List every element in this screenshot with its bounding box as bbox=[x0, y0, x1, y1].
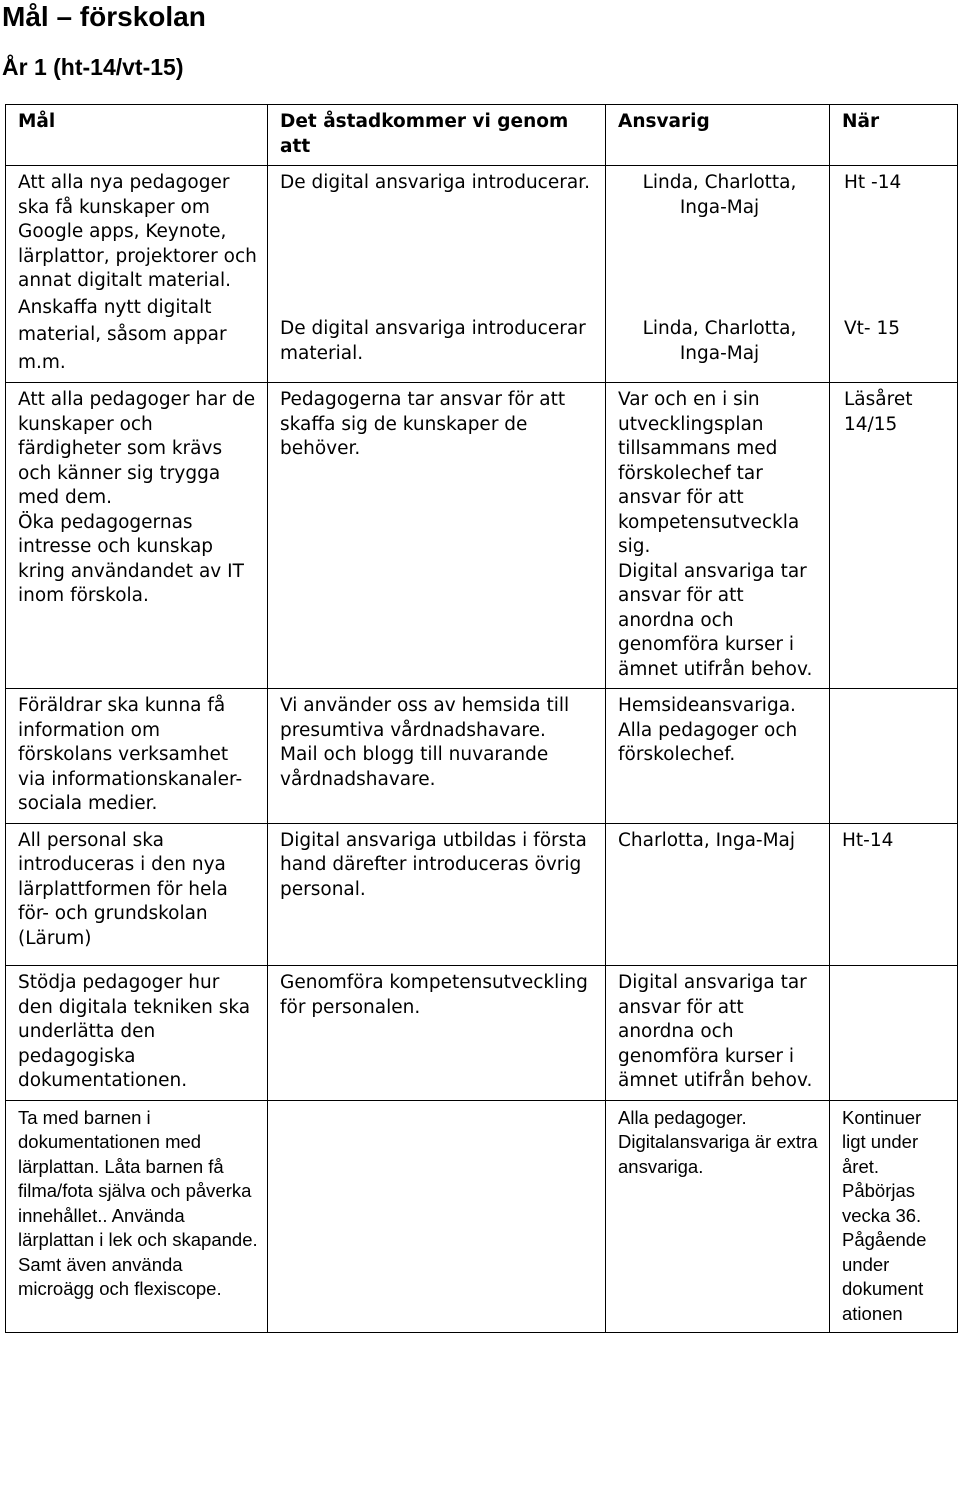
page-subtitle: År 1 (ht-14/vt-15) bbox=[2, 54, 184, 80]
table-row bbox=[6, 689, 958, 824]
responsible-text: Alla pedagoger. Digitalansvariga är extra ansvariga. bbox=[618, 1106, 818, 1177]
responsible-text: Var och en i sin utvecklingsplan tillsammans med förskolechef tar ansvar för att kompetensutveckla sig. bbox=[618, 389, 800, 557]
cell-goal bbox=[6, 689, 268, 824]
page-title: Mål – förskolan bbox=[2, 1, 206, 32]
cell-goal bbox=[6, 383, 268, 689]
cell-goal bbox=[6, 166, 268, 383]
responsible-text: Linda, Charlotta, Inga-Maj bbox=[642, 318, 797, 364]
goal-text: Anskaffa nytt digitalt material, såsom appar m.m. bbox=[18, 296, 227, 373]
cell-responsible bbox=[606, 823, 830, 966]
when-text: Ht -14 bbox=[844, 172, 902, 193]
responsible-text: Digital ansvariga tar ansvar för att anordna och genomföra kurser i ämnet utifrån behov. bbox=[618, 560, 813, 680]
responsible-text: Charlotta, Inga-Maj bbox=[618, 829, 796, 851]
cell-responsible bbox=[606, 689, 830, 824]
cell-when bbox=[830, 966, 958, 1101]
cell-when bbox=[830, 823, 958, 966]
table-row bbox=[6, 1100, 958, 1333]
cell-method bbox=[268, 966, 606, 1101]
method-text: Vi använder oss av hemsida till presumtiva vårdnadshavare. bbox=[280, 695, 570, 741]
header-goal: Mål bbox=[6, 105, 268, 166]
goal-text: Ta med barnen i dokumentationen med lärplattan. Låta barnen få filma/fota själva och påverka innehållet.. Använda lärplattan i lek och skapande. Samt även använda microägg och flexiscope. bbox=[18, 1106, 258, 1299]
goal-text: Stödja pedagoger hur den digitala tekniken ska underlätta den pedagogiska dokumentationen. bbox=[18, 972, 251, 1091]
method-text: Digital ansvariga utbildas i första hand därefter introduceras övrig personal. bbox=[280, 829, 587, 900]
method-text: Genomföra kompetensutveckling för personalen. bbox=[280, 972, 588, 1018]
method-text: De digital ansvariga introducerar material. bbox=[280, 318, 586, 364]
method-text: Pedagogerna tar ansvar för att skaffa sig de kunskaper de behöver. bbox=[280, 389, 566, 459]
cell-method bbox=[268, 166, 606, 383]
cell-goal bbox=[6, 1100, 268, 1333]
cell-when bbox=[830, 166, 958, 383]
method-text: De digital ansvariga introducerar. bbox=[280, 172, 590, 193]
cell-responsible bbox=[606, 166, 830, 383]
cell-method bbox=[268, 823, 606, 966]
table-row bbox=[6, 383, 958, 689]
goal-text: Att alla pedagoger har de kunskaper och färdigheter som krävs och känner sig trygga med dem. bbox=[18, 389, 256, 508]
goal-text: Föräldrar ska kunna få information om förskolans verksamhet via informationskanaler- sociala medier. bbox=[18, 695, 243, 814]
when-text: Läsåret 14/15 bbox=[844, 389, 913, 435]
cell-responsible bbox=[606, 966, 830, 1101]
header-when: När bbox=[830, 105, 958, 166]
responsible-text: Alla pedagoger och förskolechef. bbox=[618, 719, 798, 765]
when-text: Ht-14 bbox=[842, 829, 894, 851]
when-text: Vt- 15 bbox=[844, 318, 901, 339]
table-row bbox=[6, 966, 958, 1101]
cell-responsible bbox=[606, 1100, 830, 1333]
table-row bbox=[6, 823, 958, 966]
goal-text: All personal ska introduceras i den nya lärplattformen för hela för- och grundskolan (Lärum) bbox=[18, 829, 228, 949]
goals-table bbox=[5, 104, 958, 1333]
when-text: Kontinuer ligt under året. Påbörjas vecka 36. Pågående under dokument ationen bbox=[842, 1106, 927, 1324]
table-header-row bbox=[6, 105, 958, 166]
cell-method bbox=[268, 1100, 606, 1333]
cell-goal bbox=[6, 823, 268, 966]
goal-text: Öka pedagogernas intresse och kunskap kring användandet av IT inom förskola. bbox=[18, 511, 244, 606]
cell-when bbox=[830, 1100, 958, 1333]
cell-responsible bbox=[606, 383, 830, 689]
cell-method bbox=[268, 689, 606, 824]
cell-when bbox=[830, 689, 958, 824]
header-responsible: Ansvarig bbox=[606, 105, 830, 166]
responsible-text: Linda, Charlotta, Inga-Maj bbox=[642, 172, 797, 218]
goal-text: Att alla nya pedagoger ska få kunskaper om Google apps, Keynote, lärplattor, projektorer och annat digitalt material. bbox=[18, 172, 257, 291]
cell-method bbox=[268, 383, 606, 689]
header-method: Det åstadkommer vi genom att bbox=[268, 105, 606, 166]
cell-when bbox=[830, 383, 958, 689]
table-row bbox=[6, 166, 958, 383]
responsible-text: Digital ansvariga tar ansvar för att anordna och genomföra kurser i ämnet utifrån behov. bbox=[618, 972, 813, 1091]
responsible-text: Hemsideansvariga. bbox=[618, 695, 796, 716]
cell-goal bbox=[6, 966, 268, 1101]
method-text: Mail och blogg till nuvarande vårdnadshavare. bbox=[280, 744, 549, 790]
